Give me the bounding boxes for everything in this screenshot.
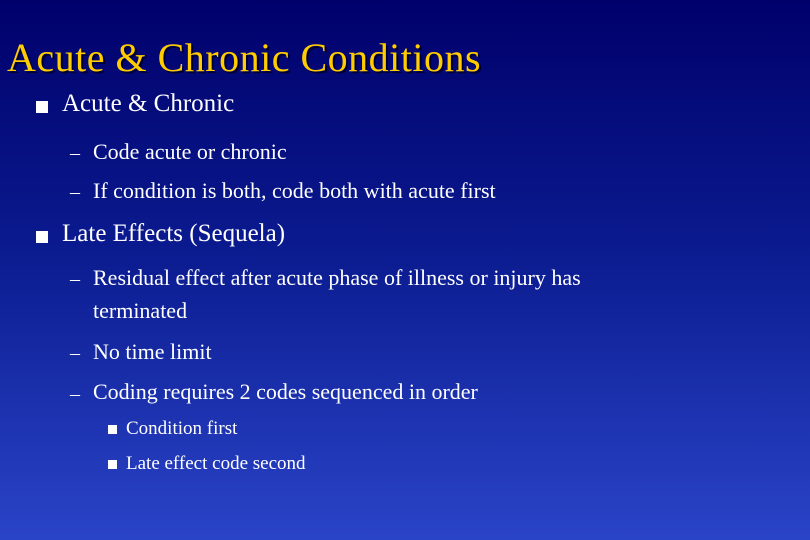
sub-bullet-coding-requires-two: Coding requires 2 codes sequenced in order: [93, 379, 478, 404]
sub-sub-bullet-late-effect-second: Late effect code second: [126, 453, 306, 474]
dash-bullet-icon: –: [70, 268, 80, 290]
dash-bullet-icon: –: [70, 383, 80, 405]
sub-bullet-residual-effect-continued: terminated: [93, 298, 188, 323]
bullet-acute-chronic: Acute & Chronic: [62, 90, 235, 117]
square-bullet-icon: [108, 425, 117, 434]
bullet-late-effects: Late Effects (Sequela): [62, 220, 286, 247]
sub-bullet-both-acute-first: If condition is both, code both with acute first: [93, 178, 496, 203]
sub-sub-bullet-condition-first: Condition first: [126, 418, 238, 439]
square-bullet-icon: [36, 101, 48, 113]
square-bullet-icon: [108, 460, 117, 469]
square-bullet-icon: [36, 231, 48, 243]
dash-bullet-icon: –: [70, 142, 80, 164]
sub-bullet-code-acute-or-chronic: Code acute or chronic: [93, 139, 287, 164]
sub-bullet-no-time-limit: No time limit: [93, 339, 212, 364]
slide-title: Acute & Chronic Conditions: [7, 35, 482, 80]
dash-bullet-icon: –: [70, 342, 80, 364]
dash-bullet-icon: –: [70, 181, 80, 203]
sub-bullet-residual-effect: Residual effect after acute phase of illness or injury has: [93, 265, 581, 290]
